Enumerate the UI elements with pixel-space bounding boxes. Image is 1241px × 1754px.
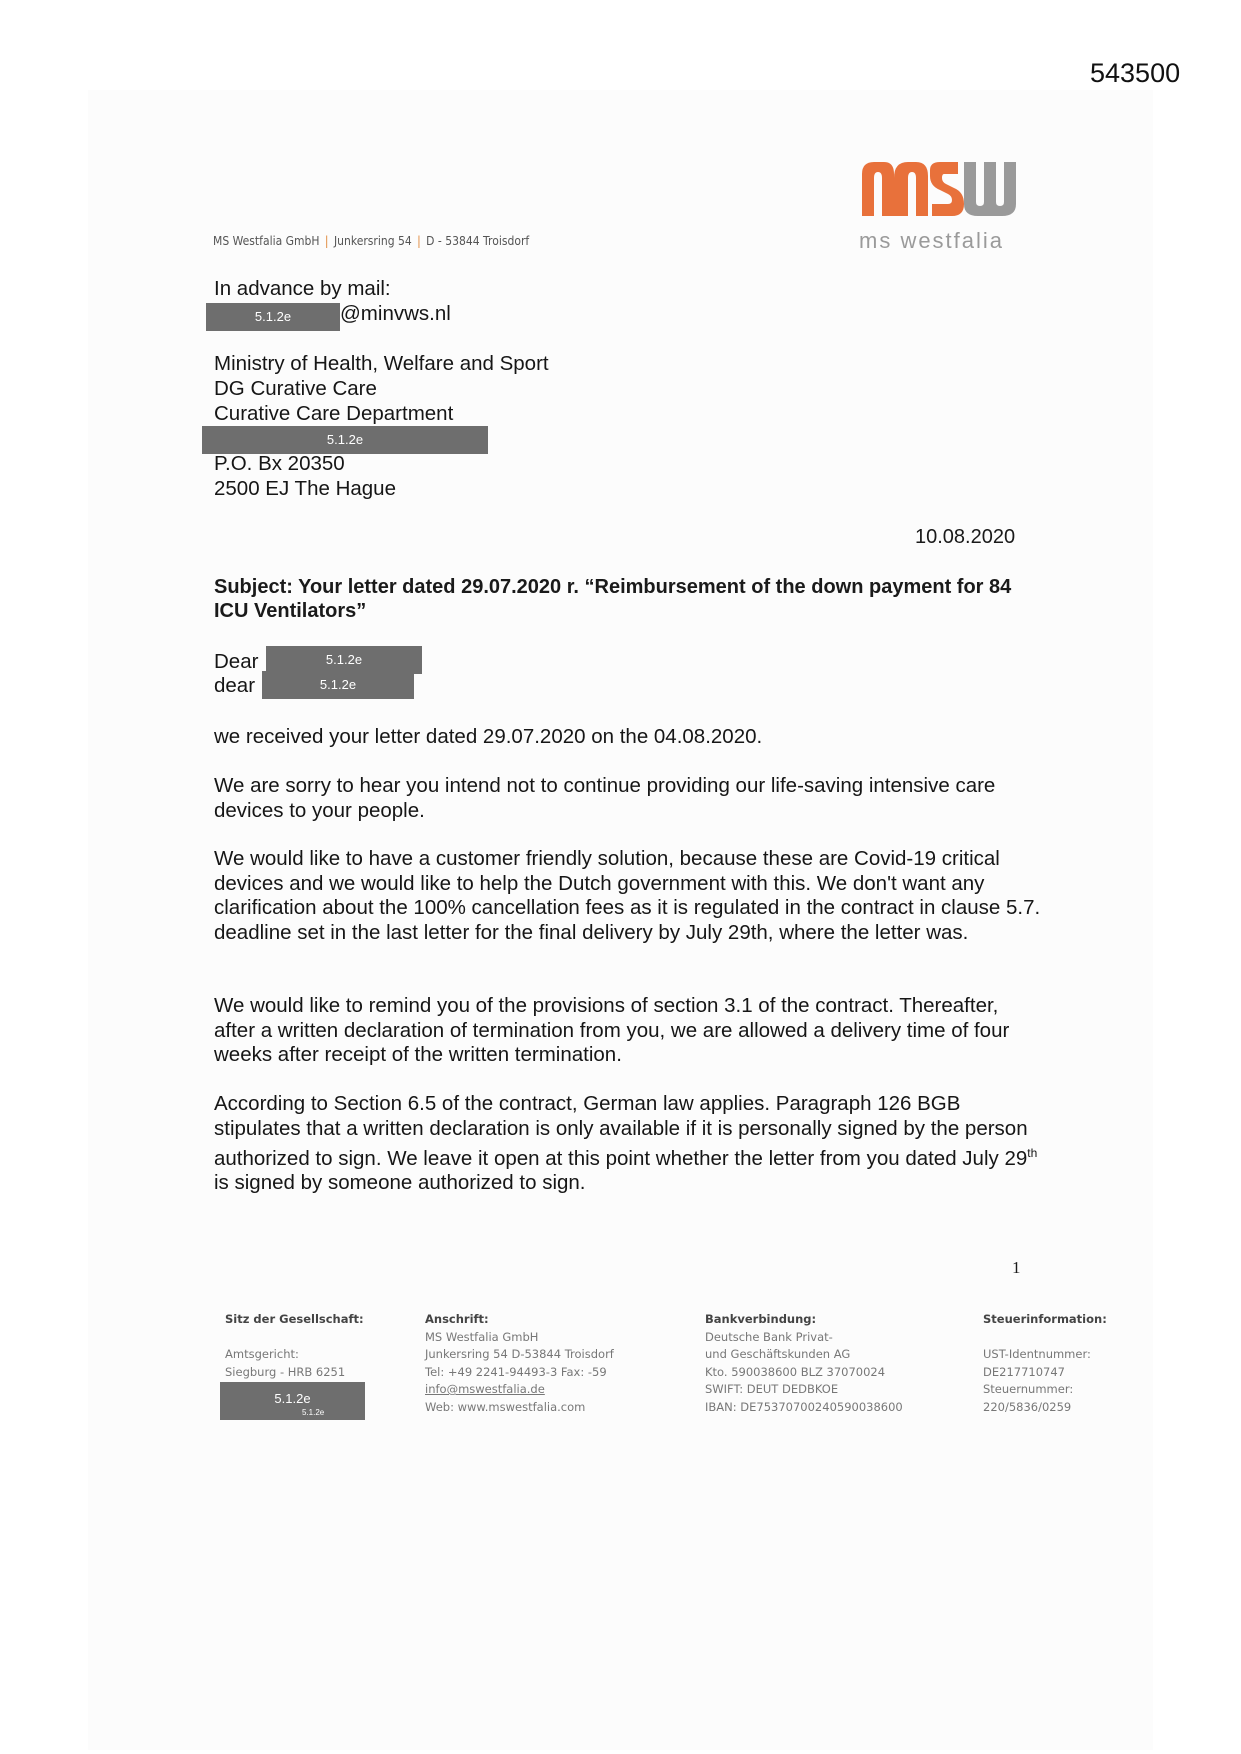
footer-bank-line-2: und Geschäftskunden AG <box>705 1347 851 1361</box>
footer-address-line-1: MS Westfalia GmbH <box>425 1329 539 1344</box>
paragraph-5-superscript: th <box>1027 1146 1038 1160</box>
footer-tax-heading: Steuerinformation: <box>983 1312 1107 1326</box>
page-number: 1 <box>1012 1258 1021 1277</box>
footer-bank-line-3: Kto. 590038600 BLZ 37070024 <box>705 1364 886 1379</box>
recipient-line-5: 2500 EJ The Hague <box>214 477 396 500</box>
letter-date: 10.08.2020 <box>915 526 1016 548</box>
footer-bank-heading: Bankverbindung: <box>705 1312 817 1326</box>
paragraph-4: We would like to remind you of the provisions of section 3.1 of the contract. Thereafter, after a written declaration of termination from you, we are allowed a delivery time of four weeks after receipt of the written termination. <box>214 994 1010 1066</box>
redaction-box: 5.1.2e <box>266 646 422 674</box>
footer-seat-line-2: Siegburg - HRB 6251 <box>225 1364 346 1379</box>
recipient-line-1: Ministry of Health, Welfare and Sport <box>214 352 549 375</box>
paragraph-5-end: is signed by someone authorized to sign. <box>214 1171 586 1195</box>
footer-email-link[interactable]: info@mswestfalia.de <box>425 1382 545 1396</box>
footer-seat <box>225 1311 364 1381</box>
footer-tax-line-2: DE217710747 <box>983 1364 1065 1379</box>
footer-redaction-label: 5.1.2e <box>274 1391 311 1406</box>
sender-company: MS Westfalia GmbH <box>213 234 320 248</box>
ms-westfalia-logo-icon <box>860 158 1020 218</box>
footer-tax <box>983 1311 1107 1416</box>
footer-address-line-2: Junkersring 54 D-53844 Troisdorf <box>425 1347 614 1361</box>
footer-tax-line-4: 220/5836/0259 <box>983 1399 1072 1414</box>
footer-bank <box>705 1311 903 1416</box>
salutation-line-2: dear <box>214 674 256 697</box>
footer-redaction-small: 5.1.2e <box>302 1408 325 1417</box>
subject-line: Subject: Your letter dated 29.07.2020 r. “Reimbursement of the down payment for 84 ICU Ventilators” <box>214 576 1012 622</box>
footer-bank-line-1: Deutsche Bank Privat- <box>705 1329 833 1344</box>
paragraph-5-main: According to Section 6.5 of the contract, German law applies. Paragraph 126 BGB stipulates that a written declaration is only available if it is personally signed by the person authorized to sign. We leave it open at this point whether the letter from you dated July 29 <box>214 1092 1028 1170</box>
document-id: 543500 <box>1090 58 1181 88</box>
recipient-line-3: Curative Care Department <box>214 402 454 425</box>
email-suffix: @minvws.nl <box>340 302 451 325</box>
recipient-line-4: P.O. Bx 20350 <box>214 452 345 475</box>
footer-address <box>425 1311 614 1416</box>
sender-city: D - 53844 Troisdorf <box>426 234 530 248</box>
redaction-box: 5.1.2e <box>202 426 488 454</box>
salutation-line-1: Dear <box>214 650 259 673</box>
sender-street: Junkersring 54 <box>333 234 412 248</box>
footer-address-line-3: Tel: +49 2241-94493-3 Fax: -59 <box>425 1364 607 1379</box>
sender-address-line: MS Westfalia GmbH | Junkersring 54 | D - 53844 Troisdorf <box>213 234 530 248</box>
logo-wordmark: ms westfalia <box>859 228 1005 253</box>
redaction-box: 5.1.2e <box>206 303 340 331</box>
footer-tax-line-3: Steuernummer: <box>983 1382 1074 1396</box>
paragraph-5 <box>214 1092 1044 1196</box>
advance-mail-label: In advance by mail: <box>214 277 391 300</box>
redaction-box: 5.1.2e <box>262 671 414 699</box>
footer-tax-line-1: UST-Identnummer: <box>983 1347 1091 1361</box>
footer-address-heading: Anschrift: <box>425 1312 489 1326</box>
footer-web: Web: www.mswestfalia.com <box>425 1399 586 1414</box>
footer-seat-line-1: Amtsgericht: <box>225 1347 299 1361</box>
footer-seat-heading: Sitz der Gesellschaft: <box>225 1312 364 1326</box>
recipient-line-2: DG Curative Care <box>214 377 377 400</box>
paragraph-3: We would like to have a customer friendly solution, because these are Covid-19 critical devices and we would like to help the Dutch government with this. We don't want any clarification about the 100% cancellation fees as it is regulated in the contract in clause 5.7. deadline set in the last letter for the final delivery by July 29th, where the letter was. <box>214 847 1041 944</box>
redaction-box <box>220 1382 365 1420</box>
footer-bank-line-4: SWIFT: DEUT DEDBKOE <box>705 1382 839 1396</box>
paragraph-1: we received your letter dated 29.07.2020 on the 04.08.2020. <box>214 725 763 748</box>
footer-bank-line-5: IBAN: DE75370700240590038600 <box>705 1399 903 1414</box>
paragraph-2: We are sorry to hear you intend not to continue providing our life-saving intensive care devices to your people. <box>214 774 996 822</box>
